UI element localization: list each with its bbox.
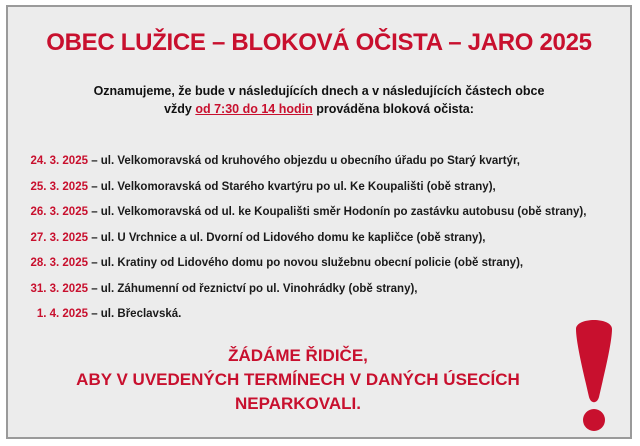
appeal-line-3: NEPARKOVALI. — [235, 394, 361, 413]
schedule-date: 31. 3. 2025 — [30, 282, 88, 295]
schedule-item — [22, 200, 622, 226]
driver-appeal — [58, 344, 538, 416]
schedule-item — [22, 277, 622, 303]
schedule-item — [22, 175, 622, 201]
intro-text — [8, 82, 630, 118]
intro-line-2 — [8, 100, 630, 118]
schedule-item — [22, 251, 622, 277]
appeal-line-1: ŽÁDÁME ŘIDIČE, — [228, 346, 368, 365]
schedule-description: – ul. Velkomoravská od ul. ke Koupališti směr Hodonín po zastávku autobusu (obě strany), — [88, 206, 587, 218]
schedule-date: 28. 3. 2025 — [30, 257, 88, 269]
schedule-date: 26. 3. 2025 — [30, 206, 88, 218]
schedule-description: – ul. U Vrchnice a ul. Dvorní od Lidového domu ke kapličce (obě strany), — [88, 231, 486, 244]
schedule-date: 1. 4. 2025 — [36, 308, 88, 320]
cleaning-schedule-list — [22, 149, 622, 328]
notice-board — [6, 5, 632, 439]
schedule-date: 27. 3. 2025 — [30, 231, 88, 244]
appeal-line-2: ABY V UVEDENÝCH TERMÍNECH V DANÝCH ÚSECÍCH — [76, 370, 520, 389]
schedule-description: – ul. Velkomoravská od Starého kvartýru po ul. Ke Koupališti (obě strany), — [88, 180, 496, 193]
page-title: OBEC LUŽICE – BLOKOVÁ OČISTA – JARO 2025 — [46, 29, 592, 56]
schedule-date: 24. 3. 2025 — [30, 155, 88, 167]
intro-line-2-end: prováděna bloková očista: — [312, 102, 474, 116]
schedule-item — [22, 302, 622, 328]
schedule-item — [22, 226, 622, 252]
schedule-description: – ul. Velkomoravská od kruhového objezdu u obecního úřadu po Starý kvartýr, — [88, 155, 520, 167]
time-range-highlight: od 7:30 do 14 hodin — [195, 102, 313, 116]
schedule-item — [22, 149, 622, 175]
schedule-description: – ul. Kratiny od Lidového domu po novou služebnu obecní policie (obě strany), — [88, 257, 524, 269]
schedule-description: – ul. Záhumenní od řeznictví po ul. Vinohrádky (obě strany), — [88, 282, 418, 295]
schedule-description: – ul. Břeclavská. — [88, 308, 182, 320]
intro-line-2-start: vždy — [164, 102, 196, 116]
intro-line-1: Oznamujeme, že bude v následujících dnech a v následujících částech obce — [93, 84, 545, 98]
schedule-date: 25. 3. 2025 — [30, 180, 88, 193]
exclamation-mark-icon — [566, 313, 622, 435]
